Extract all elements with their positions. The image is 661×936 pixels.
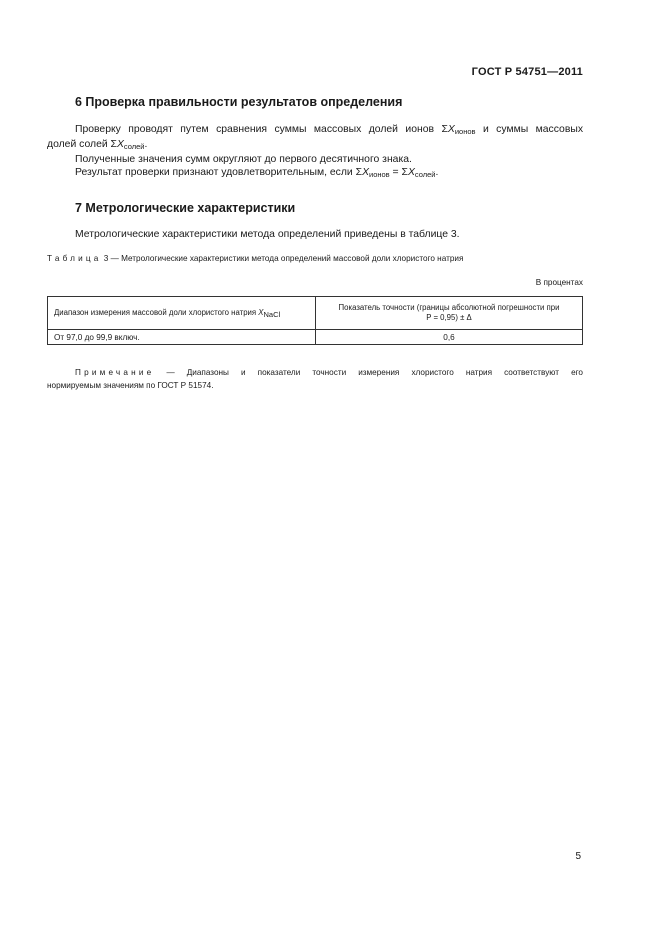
table-cell-range: От 97,0 до 99,9 включ. <box>48 330 316 345</box>
table-3-caption: Таблица 3 — Метрологические характеристики метода определений массовой доли хлористого натрия <box>47 254 464 263</box>
section-6-line-3: Полученные значения сумм округляют до первого десятичного знака. <box>75 154 412 165</box>
section-6-line-2: долей солей $\Sigma X_{солей}$. <box>47 139 148 151</box>
section-7-heading: 7 Метрологические характеристики <box>75 201 296 215</box>
table-3-note: Примечание — Диапазоны и показатели точности измерения хлористого натрия соответствуют его нормируемым значениям по ГОСТ Р 51574. <box>47 368 583 390</box>
section-6-heading: 6 Проверка правильности результатов определения <box>75 95 403 109</box>
section-6-line-4: Результат проверки признают удовлетворительным, если $\Sigma X_{ионов} = \Sigma X_{солей}$. <box>75 167 439 179</box>
page-number: 5 <box>575 851 581 862</box>
table-header-range: Диапазон измерения массовой доли хлористого натрия $X_{NaCl}$ <box>48 297 316 330</box>
section-6-paragraph <box>47 123 583 181</box>
section-6-line-1: Проверку проводят путем сравнения суммы массовых долей ионов $\Sigma X_{ионов}$ и суммы массовых <box>75 124 584 136</box>
table-3 <box>47 296 583 345</box>
table-header-accuracy: Показатель точности (границы абсолютной погрешности при P = 0,95) ± Δ <box>316 297 583 330</box>
table-cell-accuracy: 0,6 <box>316 330 583 345</box>
table-3-unit: В процентах <box>535 278 583 287</box>
table-row <box>48 330 583 345</box>
table-header-row <box>48 297 583 330</box>
document-code: ГОСТ Р 54751—2011 <box>471 66 583 78</box>
section-7-paragraph: Метрологические характеристики метода определений приведены в таблице 3. <box>75 229 460 240</box>
